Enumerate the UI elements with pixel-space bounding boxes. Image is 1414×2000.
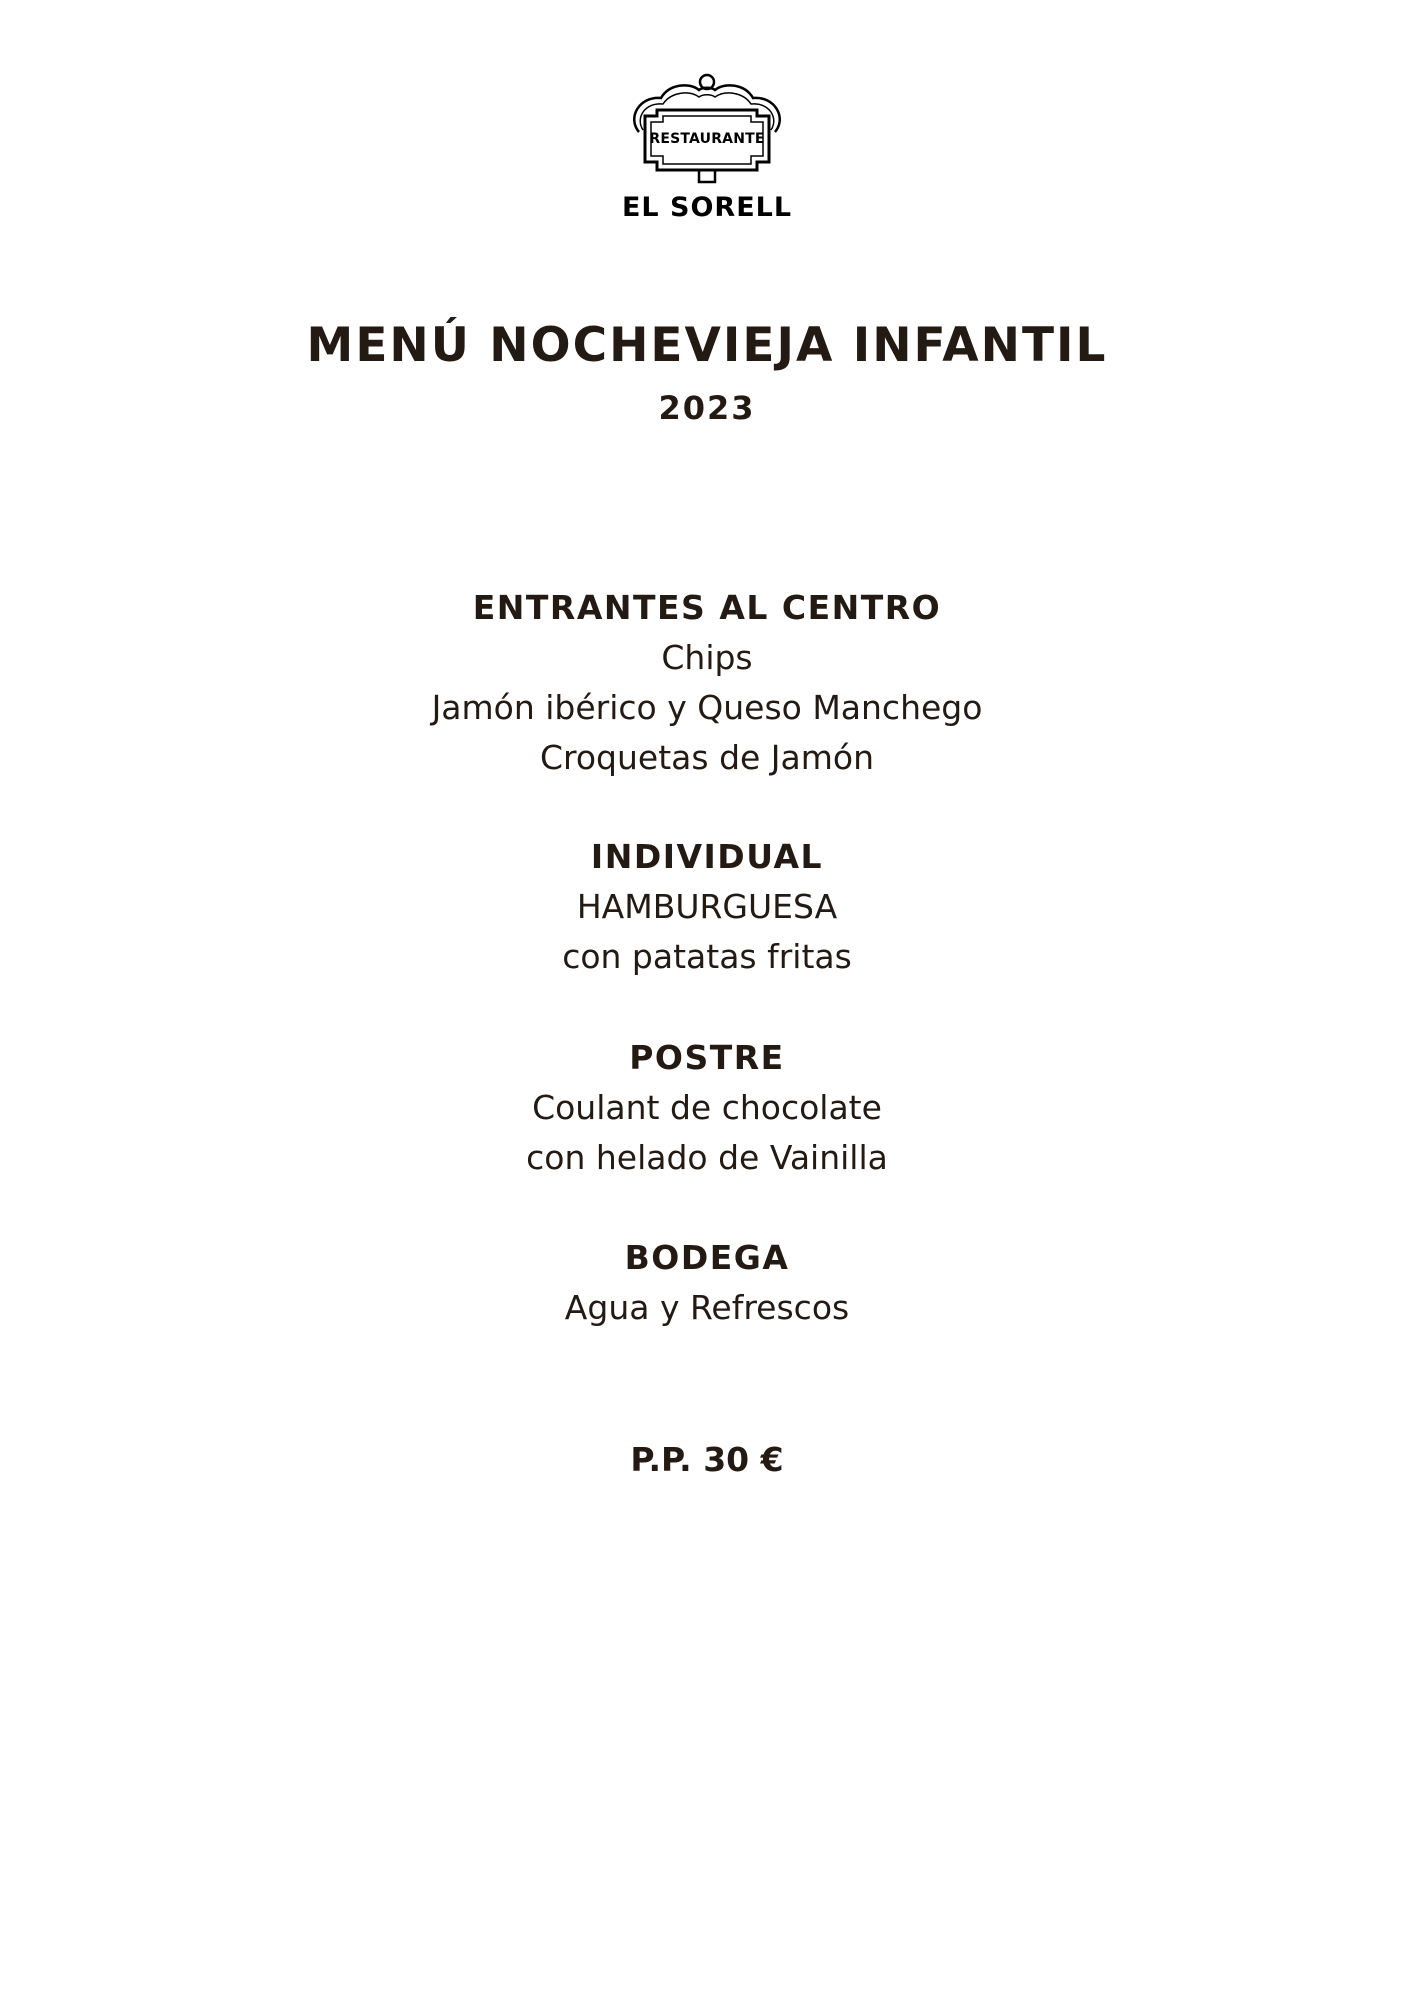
section-heading: BODEGA (624, 1238, 790, 1277)
logo-label: RESTAURANTE (649, 131, 765, 147)
section-entrantes (0, 583, 1414, 783)
section-bodega (0, 1233, 1414, 1333)
menu-item: Coulant de chocolate (532, 1088, 882, 1127)
menu-item: HAMBURGUESA (576, 887, 838, 926)
section-individual (0, 832, 1414, 982)
price-per-person: P.P. 30 € (630, 1440, 784, 1479)
menu-item: Jamón ibérico y Queso Manchego (431, 688, 983, 727)
section-heading: ENTRANTES AL CENTRO (472, 588, 942, 627)
section-heading: INDIVIDUAL (590, 837, 824, 876)
menu-item: con patatas fritas (562, 937, 852, 976)
page-title: MENÚ NOCHEVIEJA INFANTIL (306, 318, 1108, 373)
restaurant-logo (617, 70, 797, 230)
page-year: 2023 (658, 389, 756, 427)
menu-item: con helado de Vainilla (526, 1138, 888, 1177)
section-postre (0, 1033, 1414, 1183)
section-heading: POSTRE (629, 1038, 785, 1077)
menu-item: Croquetas de Jamón (539, 738, 875, 777)
menu-item: Chips (661, 638, 753, 677)
restaurant-name: EL SORELL (621, 192, 793, 223)
menu-item: Agua y Refrescos (564, 1288, 850, 1327)
